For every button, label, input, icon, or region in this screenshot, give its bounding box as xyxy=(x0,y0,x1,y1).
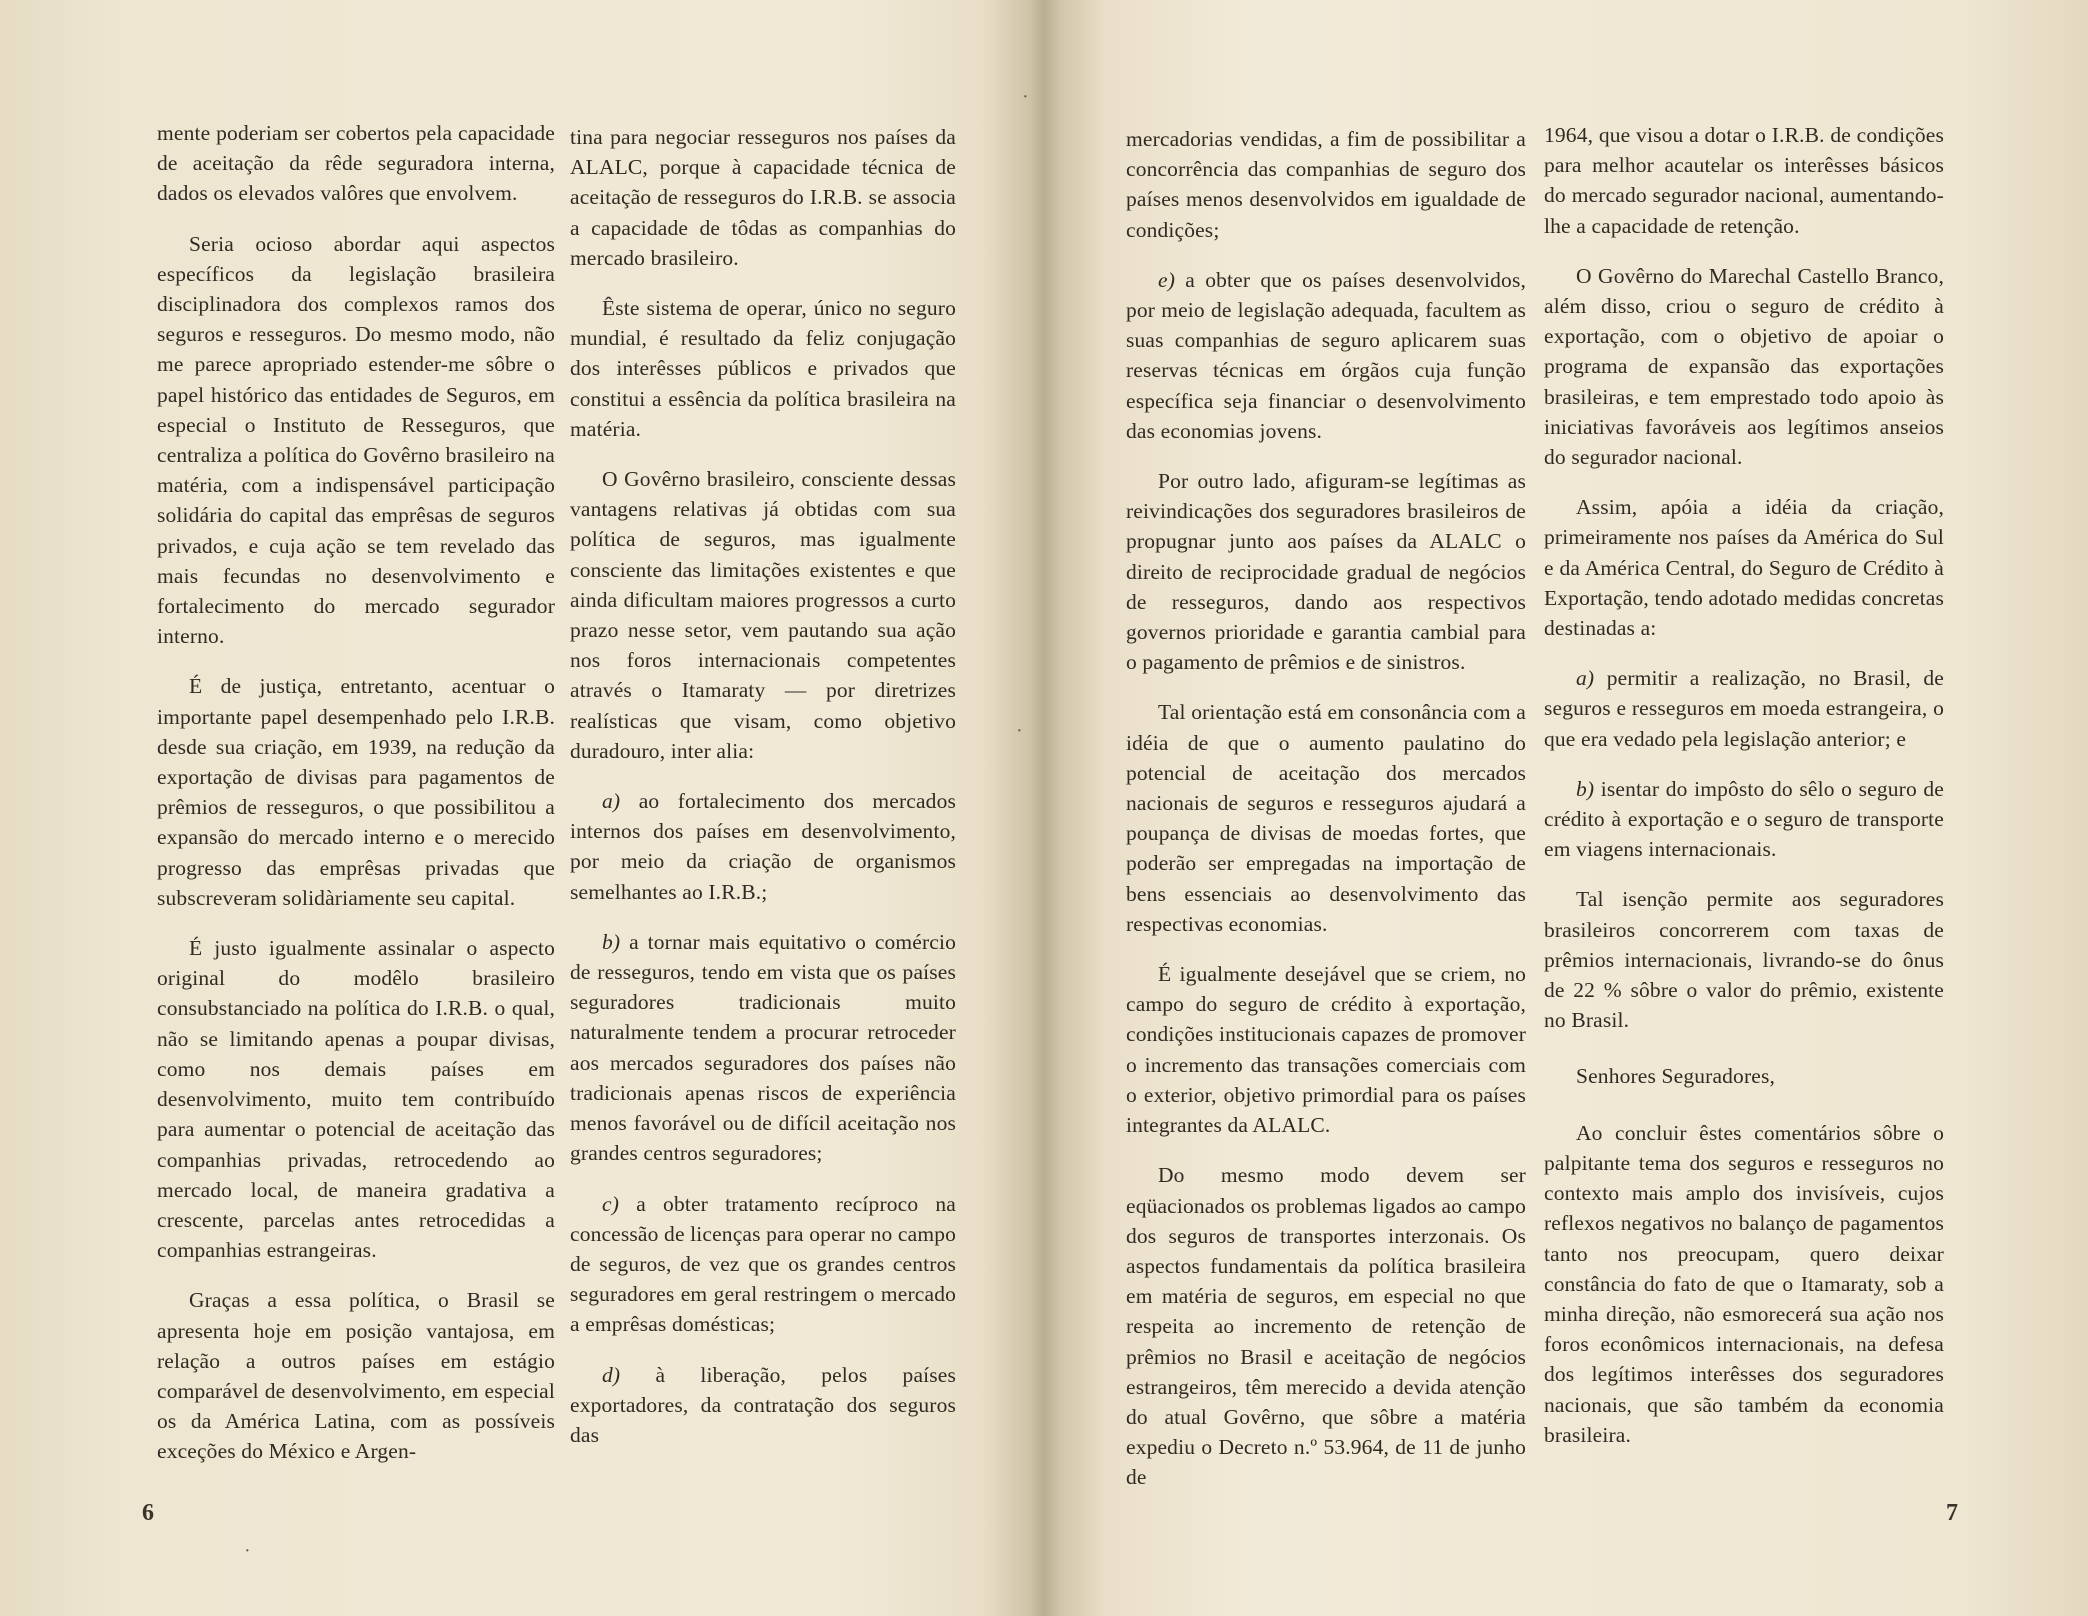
item-text: isentar do impôsto do sêlo o seguro de crédito à exportação e o seguro de transporte em viagens internacionais. xyxy=(1544,776,1944,862)
item-label: a) xyxy=(602,789,621,814)
right-page-column-1 xyxy=(1126,124,1526,1513)
list-item xyxy=(570,927,956,1169)
item-text: permitir a realização, no Brasil, de seguros e resseguros em moeda estrangeira, o que era vedado pela legislação anterior; e xyxy=(1544,666,1944,751)
paragraph: tina para negociar resseguros nos países da ALALC, porque à capacidade técnica de aceitação de resseguros do I.R.B. se associa a capacidade de tôdas as companhias do mercado brasileiro. xyxy=(570,125,956,270)
paragraph: Graças a essa política, o Brasil se apresenta hoje em posição vantajosa, em relação a outros países em estágio comparável de desenvolvimento, em especial os da América Latina, com as possíveis exceções do México e Argen- xyxy=(157,1288,555,1464)
paragraph: É igualmente desejável que se criem, no campo do seguro de crédito à exportação, condições institucionais capazes de promover o incremento das transações comerciais com o exterior, objetivo primordial para os países integrantes da ALALC. xyxy=(1126,962,1526,1138)
paragraph: mente poderiam ser cobertos pela capacidade de aceitação da rêde seguradora interna, dados os elevados valôres que envolvem. xyxy=(157,121,555,206)
item-label: b) xyxy=(1576,776,1595,801)
list-item xyxy=(1544,774,1944,865)
list-item xyxy=(570,786,956,907)
binding-mark: · xyxy=(1022,86,1029,108)
item-text: a obter tratamento recíproco na concessão de licenças para operar no campo de seguros, de vez que os grandes centros seguradores em geral restringem o mercado a emprêsas domésticas; xyxy=(570,1191,957,1337)
binding-mark: · xyxy=(1016,720,1023,742)
left-page-column-2 xyxy=(570,122,956,1470)
salutation: Senhores Seguradores, xyxy=(1576,1064,1775,1089)
page-number: 6 xyxy=(142,1500,154,1526)
paragraph: Do mesmo modo devem ser eqüacionados os problemas ligados ao campo dos seguros de transportes interzonais. Os aspectos fundamentais da política brasileira em matéria de seguros, em especial no que respeita ao incremento de retenção de prêmios no Brasil e aceitação de negócios estrangeiros, têm merecido a devida atenção do atual Govêrno, que sôbre a matéria expediu o Decreto n.º 53.964, de 11 de junho de xyxy=(1126,1163,1526,1490)
item-label: d) xyxy=(602,1362,621,1387)
paragraph: Ao concluir êstes comentários sôbre o palpitante tema dos seguros e resseguros no contexto mais amplo dos invisíveis, cujos reflexos negativos no balanço de pagamentos tanto nos preocupam, quero deixar constância do fato de que o Itamaraty, sob a minha direção, não esmorecerá sua ação nos foros econômicos internacionais, na defesa dos legítimos interêsses dos seguradores nacionais, que são também da economia brasileira. xyxy=(1544,1120,1944,1447)
paragraph: É de justiça, entretanto, acentuar o importante papel desempenhado pelo I.R.B. desde sua criação, em 1939, na redução da exportação de divisas para pagamentos de prêmios de resseguros, o que possibilitou a expansão do mercado interno e o merecido progresso das emprêsas privadas que subscreveram solidàriamente seu capital. xyxy=(157,674,555,910)
item-text: a tornar mais equitativo o comércio de resseguros, tendo em vista que os países seguradores tradicionais muito naturalmente tendem a procurar retroceder aos mercados seguradores dos países não tradicionais apenas riscos de experiência menos favorável ou de difícil aceitação nos grandes centros seguradores; xyxy=(570,929,957,1166)
paper-speck: · xyxy=(244,1540,251,1562)
paragraph: Seria ocioso abordar aqui aspectos específicos da legislação brasileira disciplinadora dos complexos ramos dos seguros e resseguros. Do mesmo modo, não me parece apropriado estender-me sôbre o papel histórico das entidades de Seguros, em especial o Instituto de Resseguros, que centraliza a política do Govêrno brasileiro na matéria, com a indispensável participação solidária do capital das emprêsas de seguros privados, e cuja ação se tem revelado das mais fecundas no desenvolvimento e fortalecimento do mercado segurador interno. xyxy=(157,231,555,649)
item-label: b) xyxy=(602,929,621,954)
list-item xyxy=(1544,663,1944,754)
paragraph: mercadorias vendidas, a fim de possibilitar a concorrência das companhias de seguro dos países menos desenvolvidos em igualdade de condições; xyxy=(1126,127,1526,242)
right-page-column-2 xyxy=(1544,120,1944,1470)
paragraph: Por outro lado, afiguram-se legítimas as reivindicações dos seguradores brasileiros de propugnar junto aos países da ALALC o direito de reciprocidade gradual de negócios de resseguros, dando aos respectivos governos prioridade e garantia cambial para o pagamento de prêmios e de sinistros. xyxy=(1126,469,1526,675)
left-page-column-1 xyxy=(157,118,555,1487)
item-text: a obter que os países desenvolvidos, por meio de legislação adequada, facultem as suas companhias de seguro aplicarem suas reservas técnicas em órgãos cuja função específica seja financiar o desenvolvimento das economias jovens. xyxy=(1126,267,1527,443)
paragraph: Êste sistema de operar, único no seguro mundial, é resultado da feliz conjugação dos interêsses públicos e privados que constitui a essência da política brasileira na matéria. xyxy=(570,296,956,441)
paragraph: O Govêrno brasileiro, consciente dessas vantagens relativas já obtidas com sua política de seguros, mas igualmente consciente das limitações existentes e que ainda dificultam maiores progressos a curto prazo nesse setor, vem pautando sua ação nos foros internacionais competentes através o Itamaraty — por diretrizes realísticas que visam, como objetivo duradouro, inter alia: xyxy=(570,467,956,763)
item-text: ao fortalecimento dos mercados internos dos países em desenvolvimento, por meio da criação de organismos semelhantes ao I.R.B.; xyxy=(570,789,956,904)
item-text: à liberação, pelos países exportadores, da contratação dos seguros das xyxy=(570,1362,956,1447)
paragraph: Tal orientação está em consonância com a idéia de que o aumento paulatino do potencial de aceitação dos mercados nacionais de seguros e resseguros ajudará a poupança de divisas de moedas fortes, que poderão ser empregadas na importação de bens essenciais ao desenvolvimento das respectivas economias. xyxy=(1126,700,1526,936)
paragraph: 1964, que visou a dotar o I.R.B. de condições para melhor acautelar os interêsses básicos do mercado segurador nacional, aumentando-lhe a capacidade de retenção. xyxy=(1544,123,1944,238)
item-label: a) xyxy=(1576,666,1595,691)
list-item xyxy=(1126,265,1526,446)
paragraph: Tal isenção permite aos seguradores brasileiros concorrerem com taxas de prêmios internacionais, livrando-se do ônus de 22 % sôbre o valor do prêmio, existente no Brasil. xyxy=(1544,887,1944,1033)
paragraph: O Govêrno do Marechal Castello Branco, além disso, criou o seguro de crédito à exportação, com o objetivo de apoiar o programa de expansão das exportações brasileiras, e tem emprestado todo apoio às iniciativas favoráveis aos legítimos anseios do segurador nacional. xyxy=(1544,263,1944,470)
item-label: c) xyxy=(602,1191,620,1216)
list-item xyxy=(570,1189,956,1340)
right-page xyxy=(1040,0,2088,1616)
paragraph: É justo igualmente assinalar o aspecto original do modêlo brasileiro consubstanciado na política do I.R.B. o qual, não se limitando apenas a poupar divisas, como nos demais países em desenvolvimento, muito tem contribuído para aumentar o potencial de aceitação das companhias privadas, retrocedendo ao mercado local, de maneira gradativa a crescente, parcelas antes retrocedidas a companhias estrangeiras. xyxy=(157,936,555,1263)
left-page xyxy=(0,0,1030,1616)
paragraph: Assim, apóia a idéia da criação, primeiramente nos países da América do Sul e da América Central, do Seguro de Crédito à Exportação, tendo adotado medidas concretas destinadas a: xyxy=(1544,495,1944,641)
item-label: e) xyxy=(1158,267,1176,292)
page-number: 7 xyxy=(1946,1500,1958,1526)
list-item xyxy=(570,1360,956,1451)
